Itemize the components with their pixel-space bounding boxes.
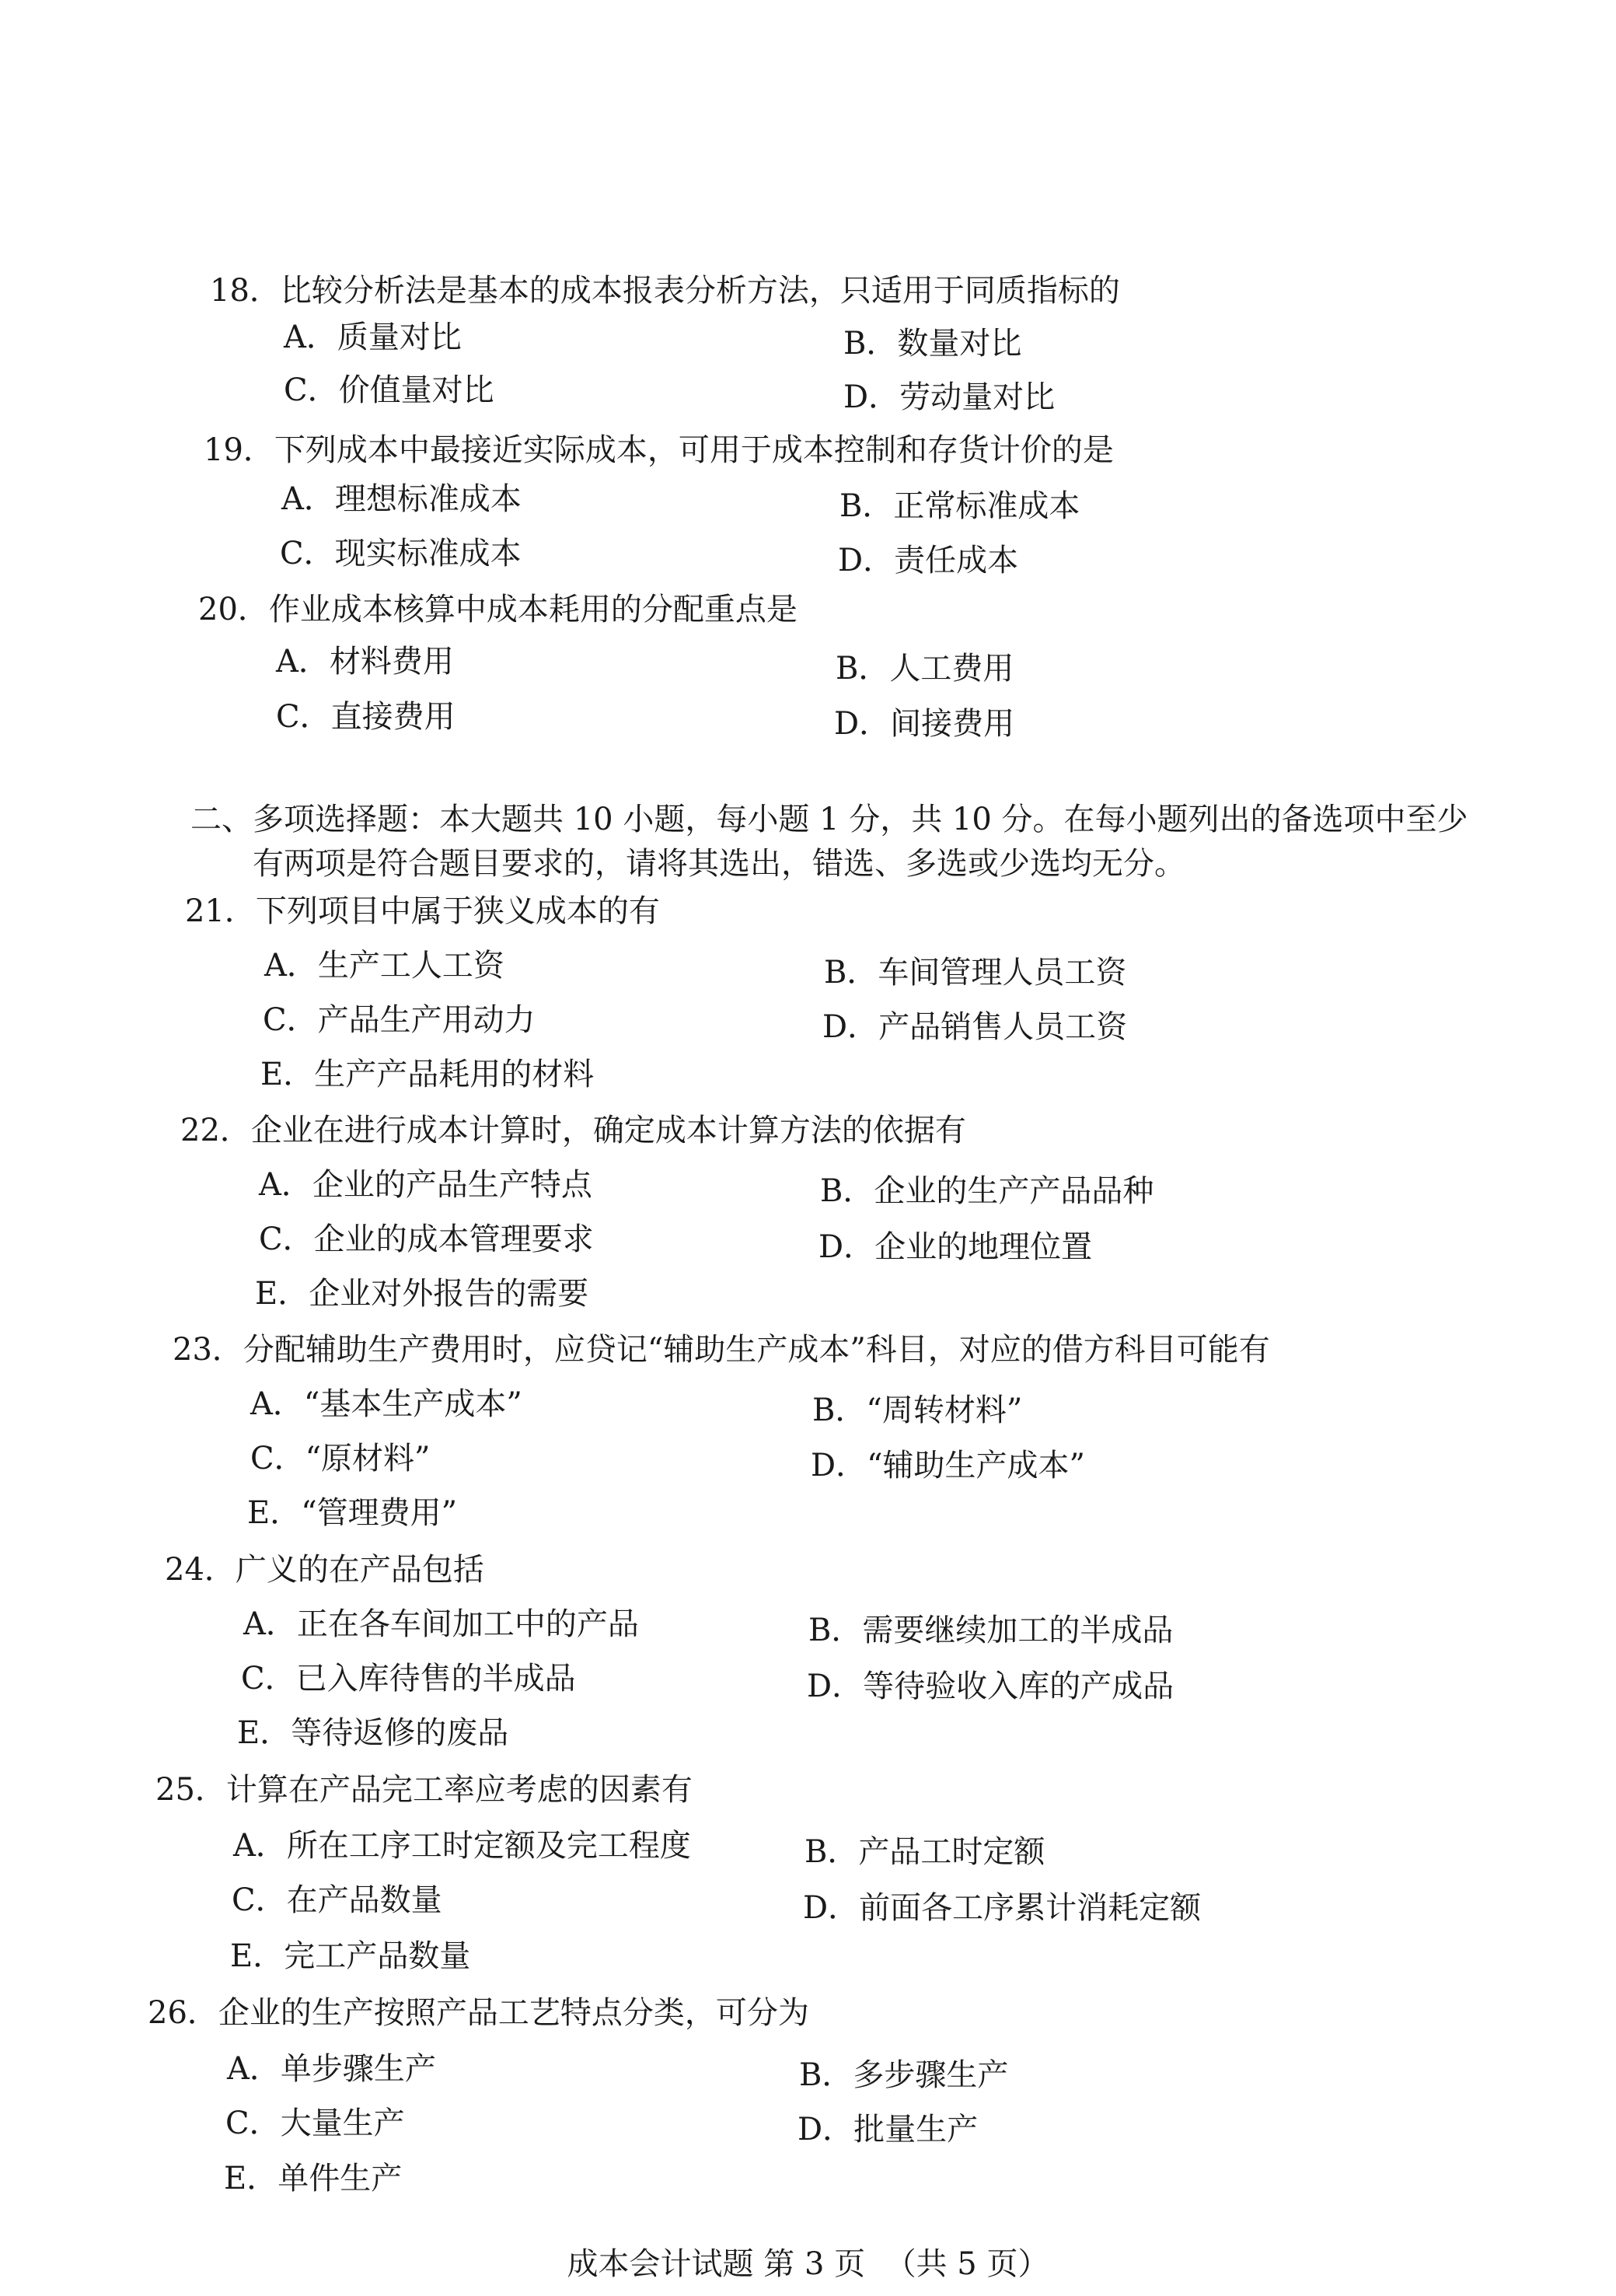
question-23-option-b: B．“周转材料” xyxy=(812,1393,1023,1428)
question-20-option-b: B．人工费用 xyxy=(836,651,1014,687)
question-26-stem: 26．企业的生产按照产品工艺特点分类，可分为 xyxy=(148,1995,809,2031)
question-21-option-b: B．车间管理人员工资 xyxy=(824,955,1127,991)
question-20-option-d: D．间接费用 xyxy=(834,706,1015,742)
question-24-option-b: B．需要继续加工的半成品 xyxy=(808,1613,1174,1648)
question-19-option-a: A．理想标准成本 xyxy=(281,481,522,517)
question-20-option-c: C．直接费用 xyxy=(276,699,455,735)
question-19-option-b: B．正常标准成本 xyxy=(839,488,1080,524)
question-21-option-d: D．产品销售人员工资 xyxy=(822,1009,1128,1045)
question-25-option-b: B．产品工时定额 xyxy=(805,1834,1045,1870)
question-18-option-a: A．质量对比 xyxy=(284,320,462,355)
section-2-instruction-line-2: 有两项是符合题目要求的，请将其选出，错选、多选或少选均无分。 xyxy=(253,846,1185,882)
question-25-stem: 25．计算在产品完工率应考虑的因素有 xyxy=(155,1772,693,1808)
question-19-stem: 19．下列成本中最接近实际成本，可用于成本控制和存货计价的是 xyxy=(204,432,1114,468)
question-24-option-c: C．已入库待售的半成品 xyxy=(241,1661,576,1697)
question-24-option-e: E．等待返修的废品 xyxy=(237,1715,509,1751)
question-22-option-b: B．企业的生产产品品种 xyxy=(820,1173,1154,1209)
question-24-option-a: A．正在各车间加工中的产品 xyxy=(243,1606,639,1642)
question-25-option-e: E．完工产品数量 xyxy=(230,1938,471,1974)
question-26-option-d: D．批量生产 xyxy=(798,2112,979,2147)
question-24-option-d: D．等待验收入库的产成品 xyxy=(807,1669,1174,1704)
question-23-option-d: D．“辅助生产成本” xyxy=(811,1448,1085,1483)
question-18-option-c: C．价值量对比 xyxy=(284,372,494,408)
page-footer xyxy=(0,2245,1616,2283)
footer-page-number: 成本会计试题 第 3 页 xyxy=(567,2246,866,2282)
question-26-option-b: B．多步骤生产 xyxy=(799,2057,1009,2093)
question-18-stem: 18．比较分析法是基本的成本报表分析方法，只适用于同质指标的 xyxy=(210,273,1120,309)
question-24-stem: 24．广义的在产品包括 xyxy=(165,1552,484,1588)
question-23-stem: 23．分配辅助生产费用时，应贷记“辅助生产成本”科目，对应的借方科目可能有 xyxy=(173,1332,1270,1368)
question-26-option-a: A．单步骤生产 xyxy=(227,2051,436,2087)
question-18-option-d: D．劳动量对比 xyxy=(843,379,1056,415)
question-23-option-a: A．“基本生产成本” xyxy=(250,1386,522,1422)
question-21-stem: 21．下列项目中属于狭义成本的有 xyxy=(185,893,660,929)
question-22-option-d: D．企业的地理位置 xyxy=(818,1229,1093,1265)
footer-total-pages: （共 5 页） xyxy=(885,2246,1049,2282)
question-21-option-e: E．生产产品耗用的材料 xyxy=(260,1057,595,1092)
question-23-option-e: E．“管理费用” xyxy=(247,1495,458,1531)
question-22-option-e: E．企业对外报告的需要 xyxy=(255,1276,589,1312)
question-22-stem: 22．企业在进行成本计算时，确定成本计算方法的依据有 xyxy=(180,1113,966,1148)
question-22-option-c: C．企业的成本管理要求 xyxy=(259,1221,594,1257)
question-22-option-a: A．企业的产品生产特点 xyxy=(259,1167,592,1203)
section-2-instruction-line-1: 二、多项选择题：本大题共 10 小题，每小题 1 分，共 10 分。在每小题列出的备选项中至少 xyxy=(190,802,1468,837)
question-23-option-c: C．“原材料” xyxy=(250,1441,431,1476)
question-25-option-c: C．在产品数量 xyxy=(232,1882,442,1918)
question-18-option-b: B．数量对比 xyxy=(843,326,1022,362)
question-20-option-a: A．材料费用 xyxy=(276,644,454,680)
question-25-option-d: D．前面各工序累计消耗定额 xyxy=(803,1890,1202,1926)
question-21-option-c: C．产品生产用动力 xyxy=(263,1002,536,1038)
question-19-option-d: D．责任成本 xyxy=(838,543,1019,578)
question-21-option-a: A．生产工人工资 xyxy=(264,948,504,984)
question-26-option-e: E．单件生产 xyxy=(224,2161,403,2196)
question-25-option-a: A．所在工序工时定额及完工程度 xyxy=(233,1828,691,1864)
question-26-option-c: C．大量生产 xyxy=(225,2106,405,2141)
question-20-stem: 20．作业成本核算中成本耗用的分配重点是 xyxy=(198,592,798,627)
question-19-option-c: C．现实标准成本 xyxy=(280,536,522,571)
